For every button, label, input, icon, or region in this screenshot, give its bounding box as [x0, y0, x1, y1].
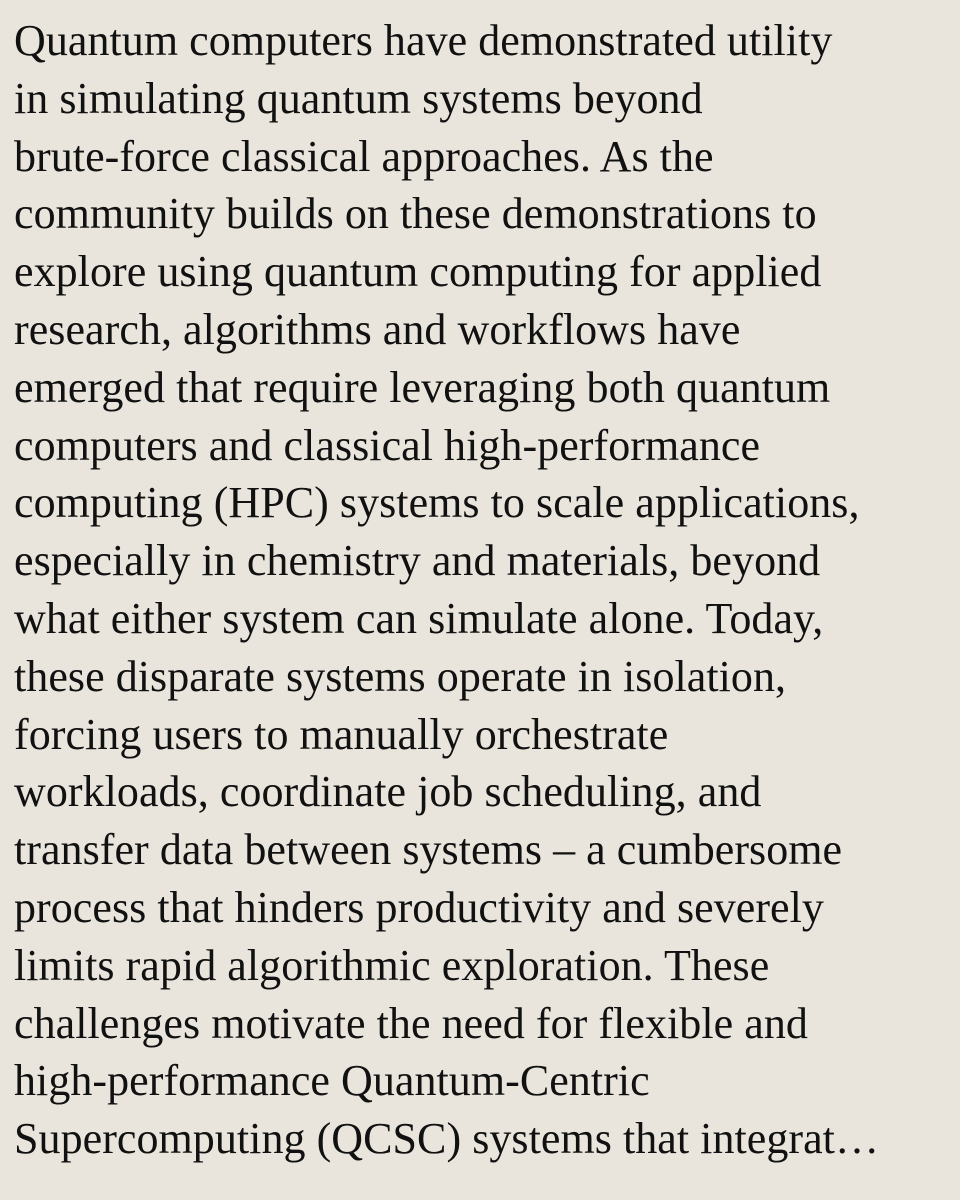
text-line-18: challenges motivate the need for flexible and [14, 998, 808, 1048]
text-line-9: computing (HPC) systems to scale applications, [14, 478, 860, 528]
text-line-16: process that hinders productivity and severely [14, 882, 824, 932]
text-line-4: community builds on these demonstrations to [14, 189, 817, 239]
text-line-8: computers and classical high-performance [14, 420, 761, 470]
text-line-17: limits rapid algorithmic exploration. These [14, 940, 770, 990]
text-line-10: especially in chemistry and materials, beyond [14, 536, 821, 586]
text-line-1: Quantum computers have demonstrated utility [14, 16, 833, 65]
text-line-11: what either system can simulate alone. Today, [14, 593, 824, 643]
text-line-3: brute-force classical approaches. As the [14, 131, 714, 181]
text-line-5: explore using quantum computing for applied [14, 247, 822, 297]
text-line-15: transfer data between systems – a cumbersome [14, 825, 843, 875]
text-line-13: forcing users to manually orchestrate [14, 709, 669, 759]
text-line-20: Supercomputing (QCSC) systems that integrat… [14, 1114, 880, 1164]
text-line-7: emerged that require leveraging both quantum [14, 362, 831, 412]
text-line-6: research, algorithms and workflows have [14, 304, 741, 354]
text-line-19: high-performance Quantum-Centric [14, 1056, 650, 1106]
text-line-12: these disparate systems operate in isolation, [14, 651, 787, 701]
text-line-2: in simulating quantum systems beyond [14, 73, 703, 123]
text-line-14: workloads, coordinate job scheduling, and [14, 767, 762, 817]
